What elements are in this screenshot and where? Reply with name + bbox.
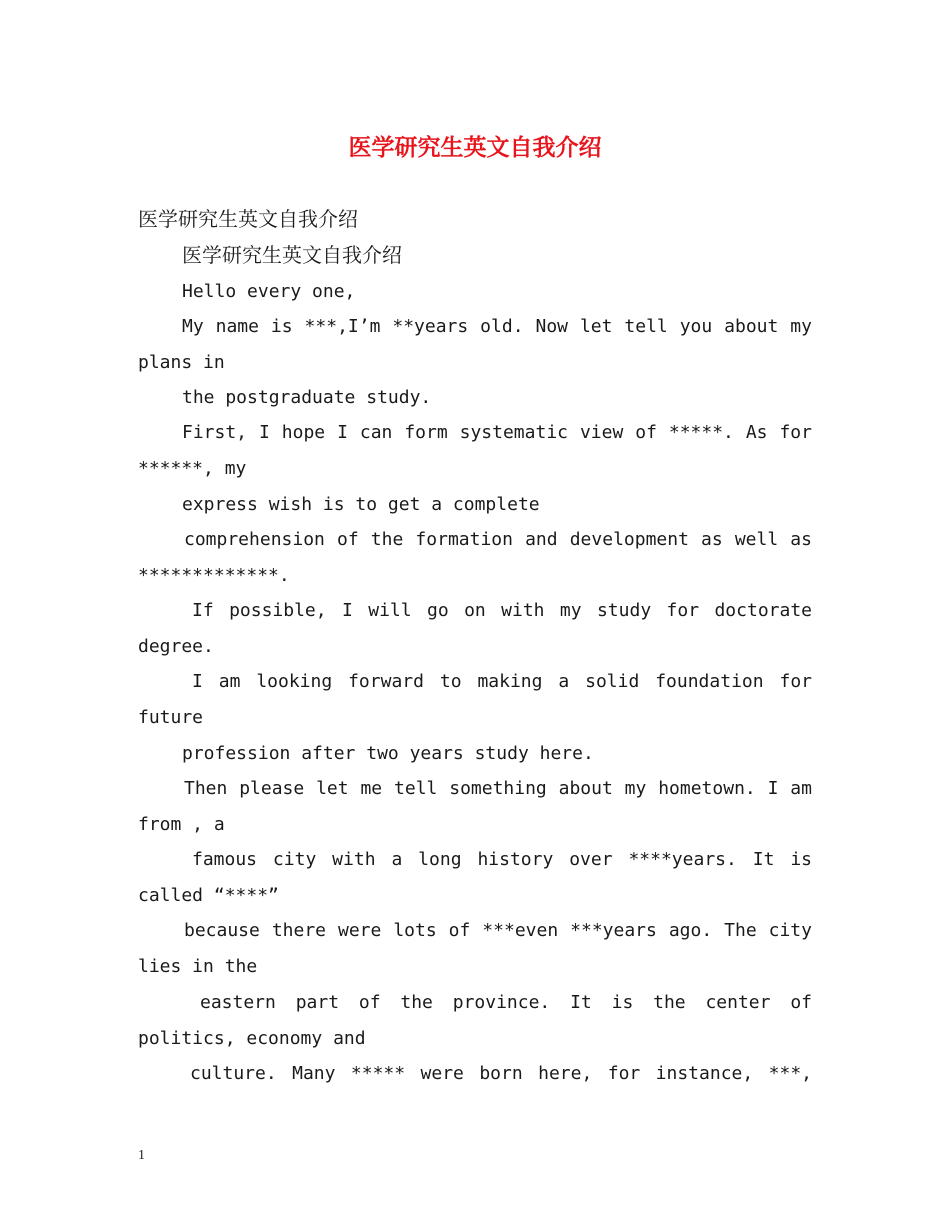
body-line-16: profession after two years study here.	[182, 743, 594, 764]
body-line-8: ******, my	[138, 458, 247, 479]
body-line-6: the postgraduate study.	[182, 387, 432, 408]
body-line-5: plans in	[138, 352, 225, 373]
body-line-15: future	[138, 707, 204, 728]
body-line-3: Hello every one,	[182, 281, 356, 302]
body-line-11: *************.	[138, 565, 290, 586]
body-line-4: My name is ***,I’m **years old. Now let tell you about my	[182, 316, 812, 337]
document-title: 医学研究生英文自我介绍	[348, 134, 602, 161]
body-line-17: Then please let me tell something about my hometown. I am	[184, 778, 812, 799]
body-line-25: culture. Many ***** were born here, for instance, ***,	[190, 1063, 812, 1084]
body-line-14: I am looking forward to making a solid foundation for	[192, 671, 812, 692]
body-line-1: 医学研究生英文自我介绍	[138, 207, 358, 231]
body-line-23: eastern part of the province. It is the center of	[200, 992, 812, 1013]
body-line-7: First, I hope I can form systematic view of *****. As for	[182, 422, 812, 443]
body-line-13: degree.	[138, 636, 214, 657]
body-line-20: called “****”	[138, 885, 279, 906]
body-line-19: famous city with a long history over ****years. It is	[192, 849, 812, 870]
page-number: 1	[138, 1148, 145, 1163]
body-line-18: from , a	[138, 814, 225, 835]
body-line-9: express wish is to get a complete	[182, 494, 540, 515]
body-line-2: 医学研究生英文自我介绍	[182, 243, 402, 267]
body-line-21: because there were lots of ***even ***years ago. The city	[184, 920, 812, 941]
body-line-22: lies in the	[138, 956, 258, 977]
body-line-24: politics, economy and	[138, 1028, 366, 1049]
body-line-12: If possible, I will go on with my study for doctorate	[192, 600, 812, 621]
body-line-10: comprehension of the formation and development as well as	[184, 529, 812, 550]
